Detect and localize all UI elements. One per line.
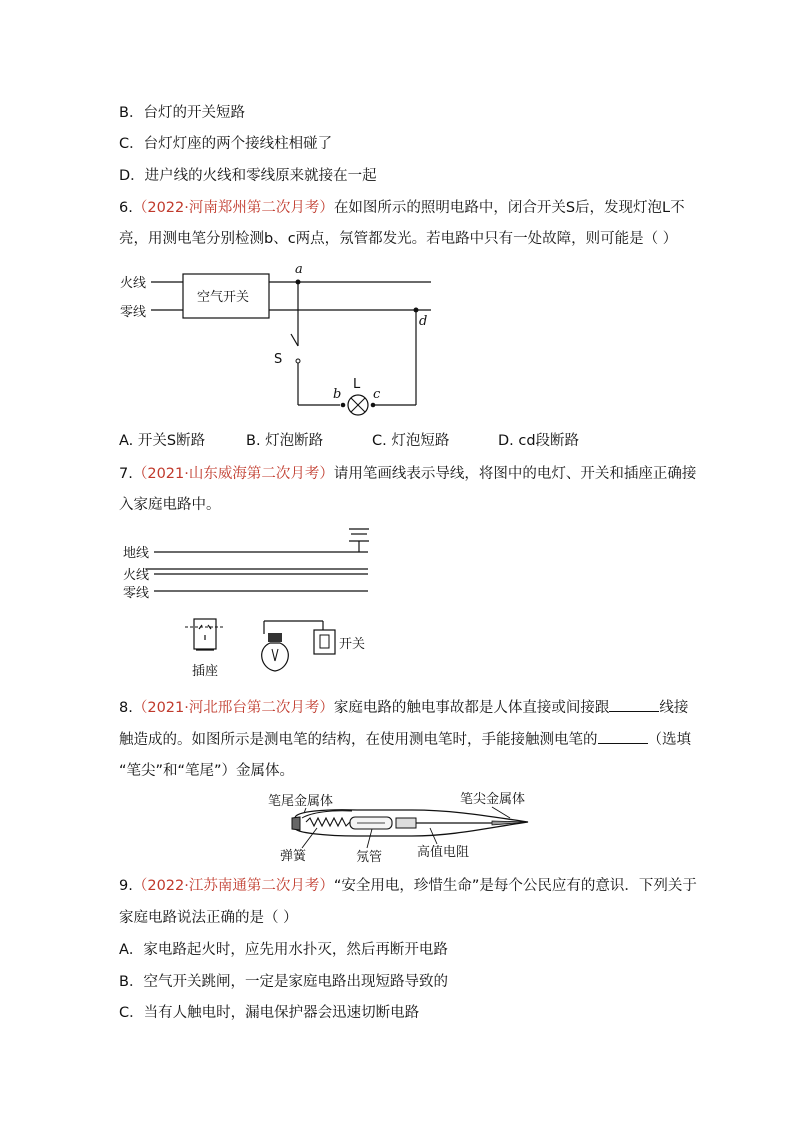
- q7-neutral-label: 零线: [123, 586, 150, 601]
- q6-lamp-label: L: [353, 377, 361, 392]
- q7-ground-label: 地线: [123, 546, 150, 561]
- q5-option-d: D．进户线的火线和零线原来就接在一起: [119, 168, 377, 184]
- q7-stem-line1: [119, 464, 696, 484]
- q6-stem-text: 在如图所示的照明电路中，闭合开关S后，发现灯泡L不: [333, 200, 685, 216]
- q6-option-c: C. 灯泡短路: [372, 433, 450, 449]
- q8-number: 8.: [119, 700, 133, 716]
- q7-number: 7.: [119, 466, 133, 482]
- q6-live-label: 火线: [120, 276, 147, 291]
- q6-option-d: D. cd段断路: [498, 433, 580, 449]
- q9-number: 9.: [119, 878, 133, 894]
- q6-options: [119, 431, 579, 451]
- q6-switch-s: [291, 334, 298, 346]
- q8-stem-line1: [119, 697, 688, 718]
- q9-stem-text: “安全用电，珍惜生命”是每个公民应有的意识．下列关于: [333, 878, 697, 894]
- q8-stem-text-a: 家庭电路的触电事故都是人体直接或间接跟: [333, 700, 610, 716]
- q8-resistor-label: 高值电阻: [417, 845, 470, 860]
- q9-stem-line1: [119, 876, 697, 896]
- q8-stem-line3: “笔尖”和“笔尾”）金属体。: [119, 763, 295, 779]
- q6-point-d: d: [419, 314, 428, 329]
- q7-household-figure: [118, 526, 388, 682]
- q8-blank-2: [598, 729, 648, 744]
- q8-spring-label: 弹簧: [280, 849, 307, 864]
- q6-breaker-label: 空气开关: [197, 290, 250, 305]
- q6-source: （2022·河南郑州第二次月考）: [132, 200, 334, 216]
- q6-number: 6.: [119, 200, 133, 216]
- q7-stem-text: 请用笔画线表示导线，将图中的电灯、开关和插座正确接: [333, 466, 697, 482]
- q7-ground-symbol: [349, 529, 369, 552]
- q8-test-pen: [292, 810, 528, 836]
- q6-switch-label: S: [274, 352, 283, 367]
- q6-circuit-figure: [115, 258, 445, 416]
- q8-blank-1: [609, 697, 659, 712]
- q7-live-label: 火线: [123, 568, 150, 583]
- q6-stem-line2: 亮，用测电笔分别检测b、c两点，氖管都发光。若电路中只有一处故障，则可能是（ ）: [119, 231, 678, 247]
- q7-stem-line2: 入家庭电路中。: [119, 497, 221, 513]
- q5-option-b: B．台灯的开关短路: [119, 105, 245, 121]
- q7-switch: [314, 630, 335, 654]
- q9-source: （2022·江苏南通第二次月考）: [132, 878, 334, 894]
- q8-stem-text-b: 线接: [659, 700, 689, 716]
- q8-test-pen-figure: [262, 788, 534, 864]
- q6-stem-line1: [119, 198, 685, 218]
- q8-stem-text-d: （选填: [647, 732, 691, 748]
- q6-point-a: a: [295, 262, 303, 277]
- q5-option-c: C．台灯灯座的两个接线柱相碰了: [119, 136, 333, 152]
- q8-tail-metal-label: 笔尾金属体: [268, 794, 334, 809]
- q8-source: （2021·河北邢台第二次月考）: [132, 700, 334, 716]
- q9-option-b: B．空气开关跳闸，一定是家庭电路出现短路导致的: [119, 974, 448, 990]
- q6-neutral-label: 零线: [120, 305, 147, 320]
- q9-option-c: C．当有人触电时，漏电保护器会迅速切断电路: [119, 1005, 420, 1021]
- q7-source: （2021·山东威海第二次月考）: [132, 466, 334, 482]
- q9-option-a: A．家电路起火时，应先用水扑灭，然后再断开电路: [119, 942, 448, 958]
- q6-point-c: c: [373, 387, 381, 402]
- q8-tip-metal-label: 笔尖金属体: [460, 792, 526, 807]
- q8-stem-text-c: 触造成的。如图所示是测电笔的结构，在使用测电笔时，手能接触测电笔的: [119, 732, 598, 748]
- q8-neon-label: 氖管: [356, 850, 383, 864]
- q7-switch-label: 开关: [339, 637, 366, 652]
- q6-point-b: b: [333, 387, 342, 402]
- q7-socket-label: 插座: [192, 664, 219, 679]
- q8-stem-line2: [119, 729, 691, 750]
- q6-option-b: B. 灯泡断路: [246, 433, 324, 449]
- q6-option-a: A. 开关S断路: [119, 433, 206, 449]
- q7-socket: [185, 619, 224, 650]
- q9-stem-line2: 家庭电路说法正确的是（ ）: [119, 910, 298, 926]
